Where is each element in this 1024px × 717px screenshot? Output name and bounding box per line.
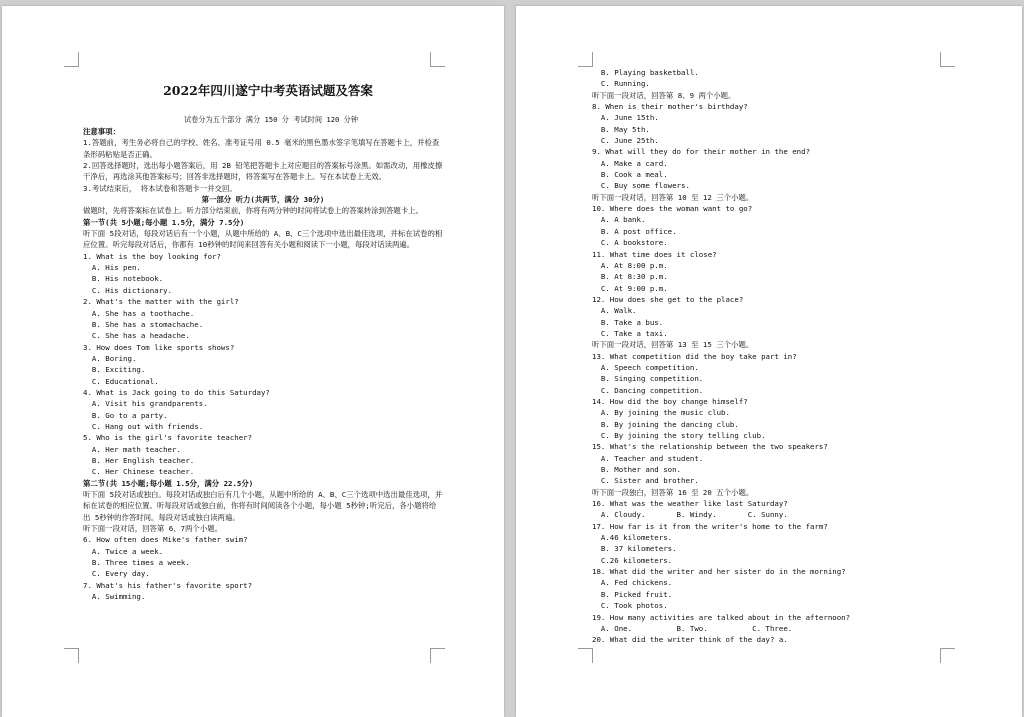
question-line: 听下面一段对话，回答第 8、9 两个小题。 bbox=[592, 90, 736, 100]
question-line: B. 37 kilometers. bbox=[592, 544, 677, 554]
question-line: C. Educational. bbox=[83, 376, 159, 386]
question-line: B. Picked fruit. bbox=[592, 589, 673, 599]
notice-item: 3.考试结束后， 将本试卷和答题卡一并交回。 bbox=[83, 183, 237, 193]
question-line: C. She has a headache. bbox=[83, 331, 190, 341]
question-line: B. Singing competition. bbox=[592, 374, 704, 384]
question-line: C. Every day. bbox=[83, 569, 150, 579]
question-line: C. Her Chinese teacher. bbox=[83, 467, 195, 477]
question-line: A. Cloudy. B. Windy. C. Sunny. bbox=[592, 510, 788, 520]
question-line: A. Boring. bbox=[83, 353, 137, 363]
question-line: C. Took photos. bbox=[592, 601, 668, 611]
exam-title: 2022年四川遂宁中考英语试题及答案 bbox=[163, 83, 373, 98]
question-line: 2. What's the matter with the girl? bbox=[83, 297, 239, 307]
part1-intro: 做题时，先将答案标在试卷上。听力部分结束前，你将有两分钟的时间将试卷上的答案转涂到答题卡上。 bbox=[83, 206, 423, 216]
question-line: A. Swimming. bbox=[83, 592, 146, 602]
question-line: B. By joining the dancing club. bbox=[592, 419, 739, 429]
question-line: 听下面一段对话，回答第 10 至 12 三个小题。 bbox=[592, 192, 754, 202]
question-line: C. Sister and brother. bbox=[592, 476, 699, 486]
question-line: 14. How did the boy change himself? bbox=[592, 396, 748, 406]
question-line: A. Make a card. bbox=[592, 158, 668, 168]
question-line: A. Twice a week. bbox=[83, 546, 164, 556]
notice-item: 2.回答选择题时，选出每小题答案后，用 2B 铅笔把答题卡上对应题目的答案标号涂黑。如需改动，用橡皮擦干净后，再选涂其他答案标号；回答非选择题时，将答案写在答题卡上。写在本试卷上无效。 bbox=[83, 161, 443, 182]
section1-heading: 第一节(共 5小题;每小题 1.5分，满分 7.5分) bbox=[83, 217, 245, 227]
question-line: C.26 kilometers. bbox=[592, 555, 673, 565]
question-line: A. At 8:00 p.m. bbox=[592, 260, 668, 270]
question-line: C. Buy some flowers. bbox=[592, 181, 690, 191]
question-line: 6. How often does Mike's father swim? bbox=[83, 535, 248, 545]
question-line: A. Fed chickens. bbox=[592, 578, 673, 588]
question-line: C. June 25th. bbox=[592, 136, 659, 146]
question-line: C. Running. bbox=[592, 79, 650, 89]
question-line: 3. How does Tom like sports shows? bbox=[83, 342, 235, 352]
question-line: 17. How far is it from the writer's home to the farm? bbox=[592, 521, 828, 531]
question-line: A. Walk. bbox=[592, 306, 637, 316]
question-line: B. Cook a meal. bbox=[592, 170, 668, 180]
question-line: B. Take a bus. bbox=[592, 317, 664, 327]
document-page-right bbox=[516, 6, 1022, 717]
question-line: B. His notebook. bbox=[83, 274, 164, 284]
question-line: 13. What competition did the boy take part in? bbox=[592, 351, 797, 361]
question-line: 15. What's the relationship between the two speakers? bbox=[592, 442, 828, 452]
question-line: A. His pen. bbox=[83, 263, 141, 273]
section2-questions bbox=[83, 523, 443, 602]
crop-mark-bottom-right bbox=[940, 648, 955, 663]
question-line: 18. What did the writer and her sister do in the morning? bbox=[592, 567, 846, 577]
question-line: 1. What is the boy looking for? bbox=[83, 251, 221, 261]
question-line: A. Speech competition. bbox=[592, 362, 699, 372]
question-line: C. At 9:00 p.m. bbox=[592, 283, 668, 293]
question-line: B. Go to a party. bbox=[83, 410, 168, 420]
crop-mark-top-left bbox=[64, 52, 79, 67]
question-line: B. A post office. bbox=[592, 226, 677, 236]
question-line: B. Three times a week. bbox=[83, 558, 190, 568]
question-line: 8. When is their mother's birthday? bbox=[592, 102, 748, 112]
question-line: 20. What did the writer think of the day? a. bbox=[592, 635, 788, 645]
question-line: 16. What was the weather like last Saturday? bbox=[592, 499, 788, 509]
crop-mark-bottom-right bbox=[430, 648, 445, 663]
question-line: C. Dancing competition. bbox=[592, 385, 704, 395]
question-line: A.46 kilometers. bbox=[592, 533, 673, 543]
question-line: 5. Who is the girl's favorite teacher? bbox=[83, 433, 253, 443]
question-line: B. Mother and son. bbox=[592, 465, 681, 475]
crop-mark-top-right bbox=[940, 52, 955, 67]
question-line: 10. Where does the woman want to go? bbox=[592, 204, 753, 214]
question-line: A. June 15th. bbox=[592, 113, 659, 123]
question-line: B. Exciting. bbox=[83, 365, 146, 375]
question-line: C. Hang out with friends. bbox=[83, 421, 204, 431]
question-line: A. A bank. bbox=[592, 215, 646, 225]
question-line: B. Playing basketball. bbox=[592, 68, 699, 77]
question-line: 听下面一段对话，回答第 13 至 15 三个小题。 bbox=[592, 340, 754, 350]
exam-meta: 试卷分为五个部分 满分 150 分 考试时间 120 分钟 bbox=[183, 115, 359, 124]
section1-questions bbox=[83, 251, 443, 478]
question-line: 19. How many activities are talked about in the afternoon? bbox=[592, 612, 851, 622]
part1-heading: 第一部分 听力(共两节，满分 30分) bbox=[201, 195, 325, 205]
question-line: 4. What is Jack going to do this Saturday? bbox=[83, 387, 270, 397]
question-line: A. Teacher and student. bbox=[592, 453, 704, 463]
question-line: 听下面一段独白，回答第 16 至 20 五个小题。 bbox=[592, 487, 754, 497]
question-line: B. May 5th. bbox=[592, 124, 650, 134]
section1-intro: 听下面 5段对话，每段对话后有一个小题，从题中所给的 A、B、C三个选项中选出最佳选项，并标在试卷的相应位置。听完每段对话后，你都有 10秒钟的时间来回答有关小题和阅读下一小题，每段对话读两遍。 bbox=[83, 229, 443, 250]
crop-mark-bottom-left bbox=[578, 648, 593, 663]
question-line: A. Her math teacher. bbox=[83, 444, 181, 454]
question-line: A. She has a toothache. bbox=[83, 308, 195, 318]
question-line: A. Visit his grandparents. bbox=[83, 399, 208, 409]
crop-mark-top-right bbox=[430, 52, 445, 67]
question-line: B. At 8:30 p.m. bbox=[592, 272, 668, 282]
question-line: C. By joining the story telling club. bbox=[592, 431, 766, 440]
section2-heading: 第二节(共 15小题;每小题 1.5分，满分 22.5分) bbox=[83, 478, 254, 488]
question-line: 11. What time does it close? bbox=[592, 249, 717, 259]
question-line: C. A bookstore. bbox=[592, 238, 668, 248]
notice-item: 1.答题前，考生务必将自己的学校、姓名、准考证号用 0.5 毫米的黑色墨水签字笔填写在答题卡上，并检查条形码粘贴是否正确。 bbox=[83, 138, 440, 159]
crop-mark-top-left bbox=[578, 52, 593, 67]
question-line: C. Take a taxi. bbox=[592, 328, 668, 338]
question-line: B. She has a stomachache. bbox=[83, 319, 204, 329]
question-line: 12. How does she get to the place? bbox=[592, 294, 744, 304]
question-line: 听下面一段对话，回答第 6、7两个小题。 bbox=[83, 524, 222, 534]
crop-mark-bottom-left bbox=[64, 648, 79, 663]
question-line: B. Her English teacher. bbox=[83, 455, 195, 465]
left-page-content bbox=[83, 83, 443, 602]
question-line: 9. What will they do for their mother in the end? bbox=[592, 147, 811, 157]
question-line: C. His dictionary. bbox=[83, 285, 172, 295]
question-line: A. By joining the music club. bbox=[592, 408, 730, 418]
notice-heading: 注意事项： bbox=[83, 127, 120, 136]
document-page-left bbox=[2, 6, 504, 717]
section2-intro: 听下面 5段对话或独白。每段对话或独白后有几个小题，从题中所给的 A、B、C三个选项中选出最佳选项，并标在试卷的相应位置。听每段对话或独白前，你将有时间阅读各个小题，每小题 5秒钟;听完后，各小题将给出 5秒钟的作答时间。每段对话或独白读两遍。 bbox=[83, 490, 443, 522]
right-page-content bbox=[592, 67, 962, 646]
question-line: 7. What's his father's favorite sport? bbox=[83, 580, 253, 590]
question-line: A. One. B. Two. C. Three. bbox=[592, 623, 793, 633]
